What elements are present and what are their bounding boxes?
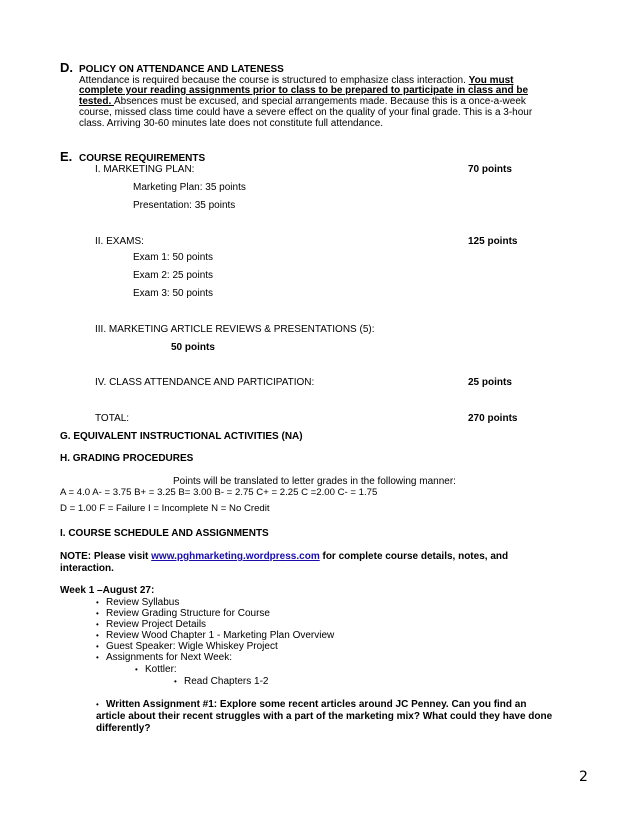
written-assignment-line-1: Written Assignment #1: Explore some recent articles around JC Penney. Can you find an xyxy=(106,699,527,710)
policy-line-5: class. Arriving 30-60 minutes late does not constitute full attendance. xyxy=(79,118,384,129)
section-d-heading: POLICY ON ATTENDANCE AND LATENESS xyxy=(79,64,284,75)
presentation-item: Presentation: 35 points xyxy=(133,200,236,211)
policy-line-1-text: Attendance is required because the course is structured to emphasize class interaction. xyxy=(79,75,469,86)
bullet-icon: • xyxy=(96,620,99,629)
written-assignment-line-3: differently? xyxy=(96,723,151,734)
grade-scale-line-1: A = 4.0 A- = 3.75 B+ = 3.25 B= 3.00 B- = 2.75 C+ = 2.25 C =2.00 C- = 1.75 xyxy=(60,487,378,498)
policy-line-2: complete your reading assignments prior to class to be prepared to participate in class and be xyxy=(79,85,529,96)
week-1-item: Assignments for Next Week: xyxy=(106,652,232,663)
total-label: TOTAL: xyxy=(95,413,130,424)
article-reviews-label: III. MARKETING ARTICLE REVIEWS & PRESENTATIONS (5): xyxy=(95,324,375,335)
policy-line-3-text: Absences must be excused, and special arrangements made. Because this is a once-a-week xyxy=(114,96,526,107)
section-d-letter: D. xyxy=(60,60,73,75)
exams-label: II. EXAMS: xyxy=(95,236,144,247)
week-1-item: Review Wood Chapter 1 - Marketing Plan Overview xyxy=(106,630,335,641)
week-1-item: Review Grading Structure for Course xyxy=(106,608,270,619)
page-number: 2 xyxy=(579,769,588,785)
note-suffix: for complete course details, notes, and xyxy=(319,551,509,562)
note-prefix: NOTE: Please visit xyxy=(60,551,152,562)
bullet-icon: • xyxy=(96,653,99,662)
bullet-icon: • xyxy=(96,700,99,709)
section-e-letter: E. xyxy=(60,149,73,164)
total-points: 270 points xyxy=(468,413,518,424)
bullet-icon: • xyxy=(174,677,177,686)
week-1-item: Review Syllabus xyxy=(106,597,180,608)
week-1-title: Week 1 –August 27: xyxy=(60,585,155,596)
marketing-plan-points: 70 points xyxy=(468,164,512,175)
week-1-sub-item: Kottler: xyxy=(145,664,177,675)
grading-intro: Points will be translated to letter grades in the following manner: xyxy=(173,476,456,487)
grade-scale-line-2: D = 1.00 F = Failure I = Incomplete N = No Credit xyxy=(60,503,270,514)
section-g-heading: G. EQUIVALENT INSTRUCTIONAL ACTIVITIES (NA) xyxy=(60,431,303,442)
exam-3-item: Exam 3: 50 points xyxy=(133,288,214,299)
bullet-icon: • xyxy=(96,598,99,607)
attendance-label: IV. CLASS ATTENDANCE AND PARTICIPATION: xyxy=(95,377,315,388)
week-1-sub-sub-item: Read Chapters 1-2 xyxy=(184,676,269,687)
exam-2-item: Exam 2: 25 points xyxy=(133,270,214,281)
written-assignment-line-2: article about their recent struggles with a part of the marketing mix? What could they have done xyxy=(96,711,553,722)
bullet-icon: • xyxy=(135,665,138,674)
bullet-icon: • xyxy=(96,609,99,618)
attendance-points: 25 points xyxy=(468,377,512,388)
note-line-2: interaction. xyxy=(60,563,114,574)
article-reviews-points: 50 points xyxy=(171,342,215,353)
bullet-icon: • xyxy=(96,642,99,651)
section-h-heading: H. GRADING PROCEDURES xyxy=(60,453,194,464)
marketing-plan-item: Marketing Plan: 35 points xyxy=(133,182,246,193)
policy-line-1-emphasis: You must xyxy=(468,75,514,86)
section-e-heading: COURSE REQUIREMENTS xyxy=(79,153,206,164)
course-website-link[interactable]: www.pghmarketing.wordpress.com xyxy=(151,551,320,562)
week-1-item: Review Project Details xyxy=(106,619,207,630)
exam-1-item: Exam 1: 50 points xyxy=(133,252,214,263)
week-1-item: Guest Speaker: Wigle Whiskey Project xyxy=(106,641,278,652)
note-line-1 xyxy=(60,551,508,563)
marketing-plan-label: I. MARKETING PLAN: xyxy=(95,164,195,175)
bullet-icon: • xyxy=(96,631,99,640)
section-i-heading: I. COURSE SCHEDULE AND ASSIGNMENTS xyxy=(60,528,269,539)
exams-points: 125 points xyxy=(468,236,518,247)
policy-line-3-emphasis: tested. xyxy=(79,96,115,107)
policy-line-4: course, missed class time could have a severe effect on the quality of your final grade. This is a 3-hour xyxy=(79,107,533,118)
